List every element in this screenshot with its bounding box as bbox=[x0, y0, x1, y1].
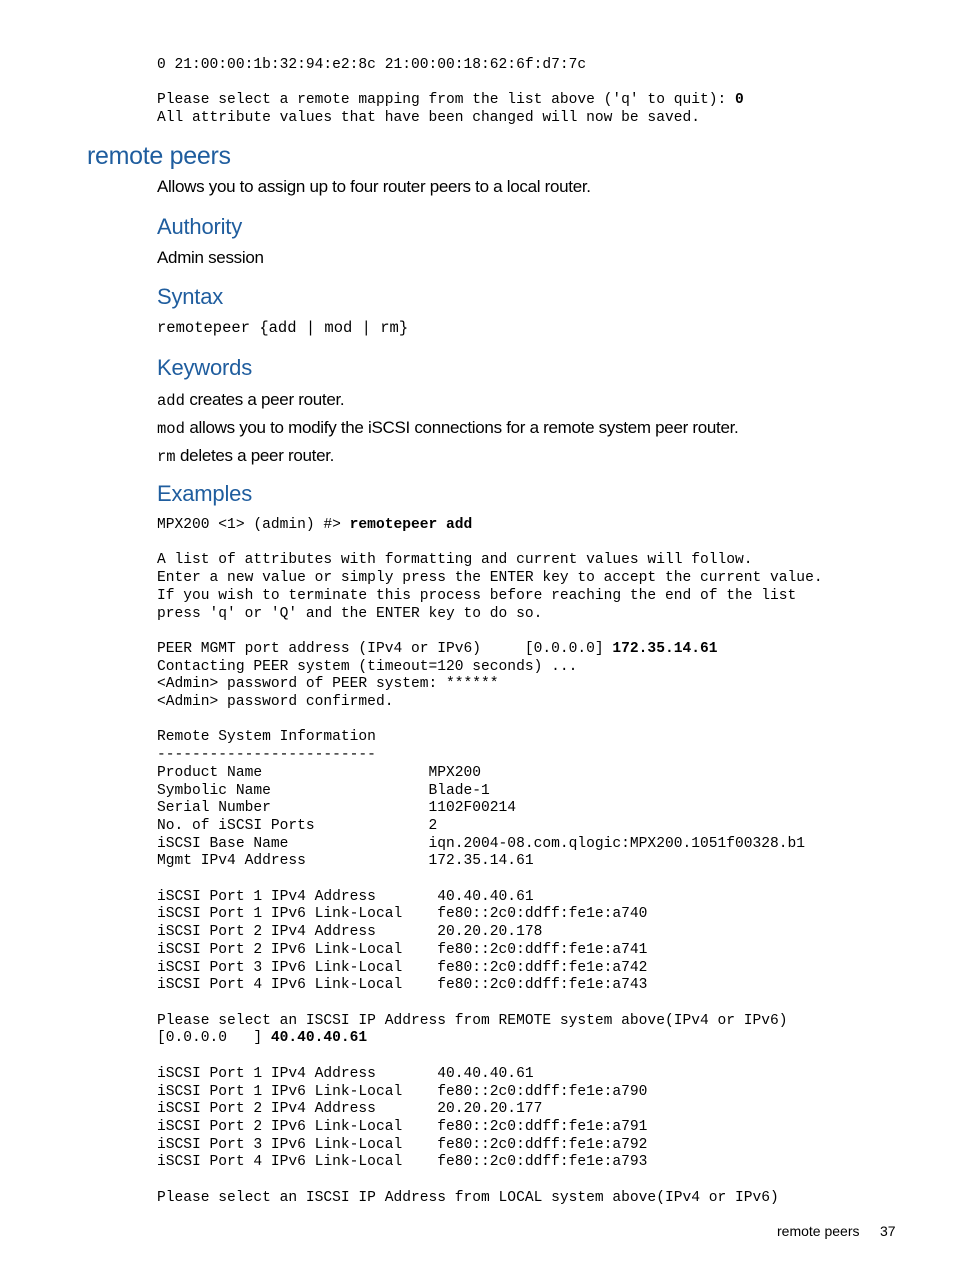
peer-address-value: 172.35.14.61 bbox=[612, 640, 718, 657]
keyword-mod bbox=[157, 418, 738, 438]
local-port-row: iSCSI Port 1 IPv4 Address 40.40.40.61 bbox=[157, 1065, 534, 1082]
example-code-block bbox=[157, 517, 823, 1207]
footer-section-label: remote peers bbox=[777, 1223, 860, 1239]
remote-info-rule: ------------------------- bbox=[157, 747, 376, 764]
remote-port-row: iSCSI Port 1 IPv6 Link-Local fe80::2c0:ddff:fe1e:a740 bbox=[157, 906, 648, 923]
local-port-row: iSCSI Port 1 IPv6 Link-Local fe80::2c0:ddff:fe1e:a790 bbox=[157, 1083, 648, 1100]
remote-info-row: Mgmt IPv4 Address 172.35.14.61 bbox=[157, 853, 534, 870]
cli-command: remotepeer add bbox=[349, 517, 473, 533]
remote-info-row: Symbolic Name Blade-1 bbox=[157, 782, 490, 799]
local-port-row: iSCSI Port 2 IPv6 Link-Local fe80::2c0:ddff:fe1e:a791 bbox=[157, 1118, 648, 1135]
save-notice: All attribute values that have been changed will now be saved. bbox=[157, 110, 700, 127]
mapping-line: 0 21:00:00:1b:32:94:e2:8c 21:00:00:18:62:6f:d7:7c bbox=[157, 57, 587, 73]
remote-select-prompt: Please select an ISCSI IP Address from REMOTE system above(IPv4 or IPv6) bbox=[157, 1012, 788, 1029]
keyword-code: rm bbox=[157, 448, 176, 466]
contact-line: <Admin> password confirmed. bbox=[157, 694, 394, 711]
remote-port-row: iSCSI Port 2 IPv4 Address 20.20.20.178 bbox=[157, 924, 543, 941]
keyword-description: deletes a peer router. bbox=[175, 446, 335, 465]
authority-heading: Authority bbox=[157, 214, 243, 239]
keyword-rm bbox=[157, 446, 334, 466]
top-code-block bbox=[157, 57, 744, 128]
local-port-row: iSCSI Port 3 IPv6 Link-Local fe80::2c0:ddff:fe1e:a792 bbox=[157, 1136, 648, 1153]
keyword-code: add bbox=[157, 392, 185, 410]
syntax-heading: Syntax bbox=[157, 284, 224, 309]
section-description: Allows you to assign up to four router peers to a local router. bbox=[157, 177, 591, 196]
remote-select-value: 40.40.40.61 bbox=[270, 1030, 368, 1047]
intro-line: Enter a new value or simply press the ENTER key to accept the current value. bbox=[157, 570, 823, 587]
syntax-code: remotepeer {add | mod | rm} bbox=[157, 319, 409, 337]
keywords-heading: Keywords bbox=[157, 355, 252, 380]
local-select-prompt: Please select an ISCSI IP Address from LOCAL system above(IPv4 or IPv6) bbox=[157, 1189, 779, 1206]
mapping-input: 0 bbox=[735, 92, 744, 109]
local-port-row: iSCSI Port 4 IPv6 Link-Local fe80::2c0:ddff:fe1e:a793 bbox=[157, 1154, 648, 1171]
intro-line: A list of attributes with formatting and current values will follow. bbox=[157, 552, 753, 569]
authority-text: Admin session bbox=[157, 248, 264, 267]
local-port-row: iSCSI Port 2 IPv4 Address 20.20.20.177 bbox=[157, 1101, 543, 1118]
section-title: remote peers bbox=[87, 142, 231, 170]
page-number: 37 bbox=[880, 1223, 896, 1239]
contact-line: Contacting PEER system (timeout=120 seconds) ... bbox=[157, 658, 578, 675]
remote-port-row: iSCSI Port 2 IPv6 Link-Local fe80::2c0:ddff:fe1e:a741 bbox=[157, 941, 648, 958]
keyword-add bbox=[157, 390, 344, 410]
remote-info-row: No. of iSCSI Ports 2 bbox=[157, 817, 438, 834]
keyword-description: allows you to modify the iSCSI connections for a remote system peer router. bbox=[184, 418, 739, 437]
remote-info-row: Serial Number 1102F00214 bbox=[157, 800, 517, 817]
remote-port-row: iSCSI Port 1 IPv4 Address 40.40.40.61 bbox=[157, 888, 534, 905]
remote-info-row: Product Name MPX200 bbox=[157, 764, 482, 781]
examples-heading: Examples bbox=[157, 481, 252, 506]
contact-line: <Admin> password of PEER system: ****** bbox=[157, 676, 499, 693]
remote-port-row: iSCSI Port 3 IPv6 Link-Local fe80::2c0:ddff:fe1e:a742 bbox=[157, 959, 648, 976]
remote-port-row: iSCSI Port 4 IPv6 Link-Local fe80::2c0:ddff:fe1e:a743 bbox=[157, 977, 648, 994]
intro-line: If you wish to terminate this process before reaching the end of the list bbox=[157, 587, 797, 604]
mapping-prompt: Please select a remote mapping from the list above ('q' to quit): bbox=[157, 92, 736, 109]
blank-line bbox=[157, 75, 166, 91]
keyword-description: creates a peer router. bbox=[184, 390, 345, 409]
cli-prompt: MPX200 <1> (admin) #> bbox=[157, 517, 350, 533]
remote-select-default: [0.0.0.0 ] bbox=[157, 1030, 271, 1047]
keyword-code: mod bbox=[157, 420, 185, 438]
intro-line: press 'q' or 'Q' and the ENTER key to do so. bbox=[157, 605, 543, 622]
remote-info-title: Remote System Information bbox=[157, 729, 376, 746]
remote-info-row: iSCSI Base Name iqn.2004-08.com.qlogic:MPX200.1051f00328.b1 bbox=[157, 835, 806, 852]
peer-address-prompt: PEER MGMT port address (IPv4 or IPv6) [0.0.0.0] bbox=[157, 640, 613, 657]
